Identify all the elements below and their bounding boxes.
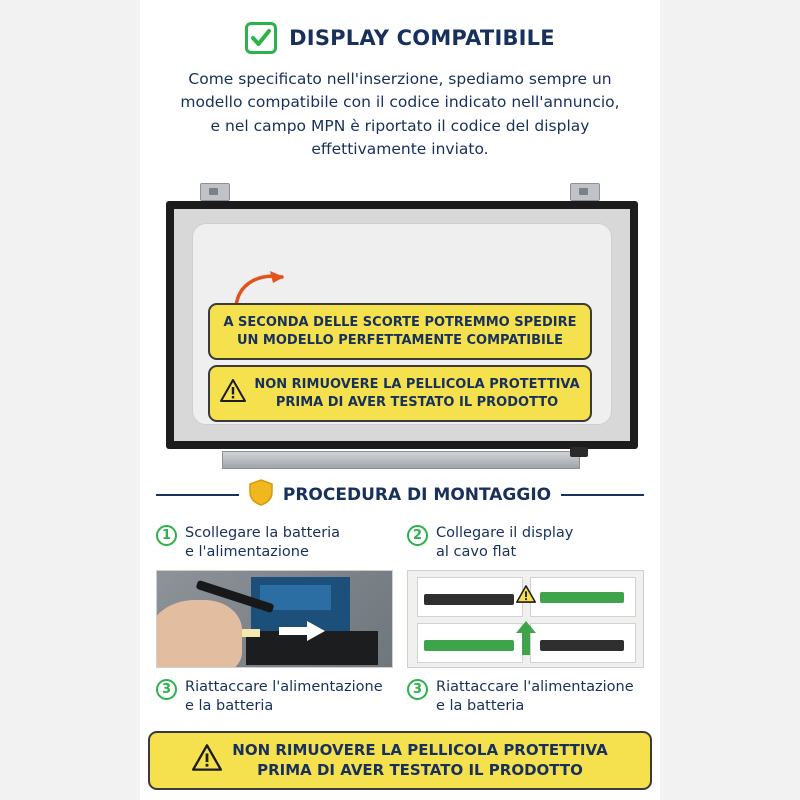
procedure-heading: [156, 479, 644, 510]
hand: [156, 600, 242, 668]
warning-triangle-icon: [192, 744, 222, 777]
procedure-title: PROCEDURA DI MONTAGGIO: [282, 484, 552, 505]
step-1: [156, 524, 393, 562]
film-warning-line-1: NON RIMUOVERE LA PELLICOLA PROTETTIVA: [254, 377, 580, 392]
step-3-left-line-2: e la batteria: [185, 698, 274, 715]
panel-bottom-strip: [222, 451, 580, 469]
procedure-steps-top: [156, 524, 644, 668]
panel-connector-nub: [570, 447, 588, 457]
intro-line-2: modello compatibile con il codice indicato nell'annuncio,: [180, 93, 620, 112]
warning-triangle-icon: [516, 585, 536, 607]
laptop-motherboard-photo: [156, 570, 393, 668]
connector-strip-green-2: [424, 640, 513, 651]
white-arrow-icon: [279, 621, 325, 645]
step-1-text: [185, 524, 340, 562]
warning-triangle-icon: [220, 379, 246, 408]
stock-notice-line-1: A SECONDA DELLE SCORTE POTREMMO SPEDIRE: [223, 315, 577, 330]
step-2-text: [436, 524, 573, 562]
step-3-left: [156, 678, 393, 716]
film-warning-text: [254, 376, 579, 411]
left-margin-panel: [0, 0, 140, 800]
flat-cable-strip-1: [424, 594, 513, 605]
flat-cable-connector-photo: [407, 570, 644, 668]
intro-line-1: Come specificato nell'inserzione, spediamo sempre un: [188, 70, 612, 88]
step-1-line-2: e l'alimentazione: [185, 544, 309, 561]
display-panel-illustration: [152, 179, 648, 469]
step-3-right-text: [436, 678, 634, 716]
footer-warning-text: [232, 741, 607, 780]
step-3-right-line-1: Riattaccare l'alimentazione: [436, 679, 634, 696]
step-column-2: [407, 524, 644, 668]
step-number-2: 2: [407, 525, 428, 546]
step-3-left-text: [185, 678, 383, 716]
procedure-steps-bottom: [156, 678, 644, 716]
green-up-arrow-icon: [516, 621, 536, 659]
mounting-bracket-right-icon: [570, 183, 600, 201]
divider-right: [561, 494, 644, 496]
film-warning-callout: [208, 365, 592, 422]
intro-text: [158, 68, 642, 161]
stock-notice-callout: [208, 303, 592, 360]
step-2: [407, 524, 644, 562]
shield-icon: [249, 479, 273, 510]
step-2-line-2: al cavo flat: [436, 544, 517, 561]
content-column: [140, 0, 660, 800]
green-check-icon: [245, 22, 277, 54]
step-column-1: [156, 524, 393, 668]
mounting-bracket-left-icon: [200, 183, 230, 201]
header: [140, 0, 660, 54]
step-2-line-1: Collegare il display: [436, 525, 574, 541]
right-margin-panel: [660, 0, 800, 800]
intro-line-4: effettivamente inviato.: [311, 139, 489, 158]
footer-warning-line-2: PRIMA DI AVER TESTATO IL PRODOTTO: [257, 760, 583, 779]
step-column-4: [407, 678, 644, 716]
step-number-1: 1: [156, 525, 177, 546]
step-column-3: [156, 678, 393, 716]
step-number-3-right: 3: [407, 679, 428, 700]
footer-warning-banner: [148, 731, 652, 790]
step-number-3-left: 3: [156, 679, 177, 700]
connector-strip-green-1: [540, 592, 625, 603]
step-3-right: [407, 678, 644, 716]
flat-cable-strip-2: [540, 640, 625, 651]
film-warning-line-2: PRIMA DI AVER TESTATO IL PRODOTTO: [275, 394, 559, 410]
step-1-line-1: Scollegare la batteria: [185, 525, 341, 541]
step-3-right-line-2: e la batteria: [436, 698, 525, 715]
divider-left: [156, 494, 239, 496]
page-title: DISPLAY COMPATIBILE: [289, 26, 555, 50]
step-3-left-line-1: Riattaccare l'alimentazione: [185, 679, 383, 696]
intro-line-3: e nel campo MPN è riportato il codice del display: [210, 116, 590, 135]
footer-warning-line-1: NON RIMUOVERE LA PELLICOLA PROTETTIVA: [232, 741, 608, 759]
stock-notice-line-2: UN MODELLO PERFETTAMENTE COMPATIBILE: [236, 332, 564, 348]
